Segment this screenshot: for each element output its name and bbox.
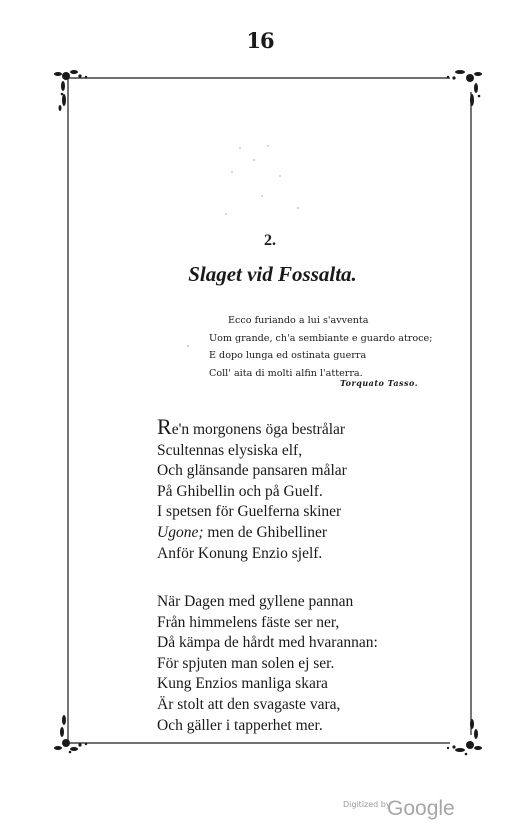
stanza-2: [157, 592, 378, 736]
drop-cap: R: [157, 414, 172, 439]
page-number: 16: [246, 28, 274, 53]
verse-line: När Dagen med gyllene pannan: [157, 593, 354, 610]
verse-name-italic: Ugone;: [157, 523, 204, 541]
verse-line: Då kämpa de hårdt med hvarannan:: [157, 634, 378, 652]
epigraph-line: E dopo lunga ed ostinata guerra: [209, 350, 367, 361]
verse-line: Och glänsande pansaren målar: [157, 462, 347, 480]
corner-ornament-bottom-right: [447, 719, 482, 755]
verse-line-text: men de Ghibelliner: [203, 523, 328, 541]
corner-ornament-top-right: [447, 70, 482, 106]
digitized-by-label: Digitized by: [343, 800, 391, 809]
epigraph-line: Uom grande, ch'a sembiante e guardo atroce;: [209, 332, 433, 344]
verse-line-text: e'n morgonens öga bestrålar: [171, 421, 346, 438]
verse-line: Anför Konung Enzio sjelf.: [157, 544, 323, 562]
corner-ornament-top-left: [54, 70, 87, 111]
verse-line: Kung Enzios manliga skara: [157, 675, 328, 693]
verse-line: Och gäller i tapperhet mer.: [157, 716, 323, 734]
corner-ornament-bottom-left: [54, 715, 87, 753]
verse-line: Är stolt att den svagaste vara,: [157, 695, 341, 713]
verse-line: I spetsen för Guelferna skiner: [157, 503, 342, 521]
verse-line: På Ghibellin och på Guelf.: [157, 482, 323, 500]
verse-line: För spjuten man solen ej ser.: [157, 654, 335, 672]
verse-line: [157, 414, 347, 441]
epigraph-line: Coll' aita di molti alfin l'atterra.: [209, 367, 363, 379]
verse-line: Scultennas elysiska elf,: [157, 441, 303, 459]
section-number: 2.: [264, 232, 276, 249]
epigraph-line: Ecco furiando a lui s'avventa: [228, 315, 369, 326]
epigraph: [209, 312, 469, 382]
google-watermark: Google: [387, 797, 455, 820]
poem-title: Slaget vid Fossalta.: [188, 262, 357, 286]
stanza-1: [157, 414, 347, 564]
epigraph-attribution: Torquato Tasso.: [340, 378, 418, 388]
verse-line: [157, 523, 347, 544]
verse-line: Från himmelens fäste ser ner,: [157, 613, 340, 631]
